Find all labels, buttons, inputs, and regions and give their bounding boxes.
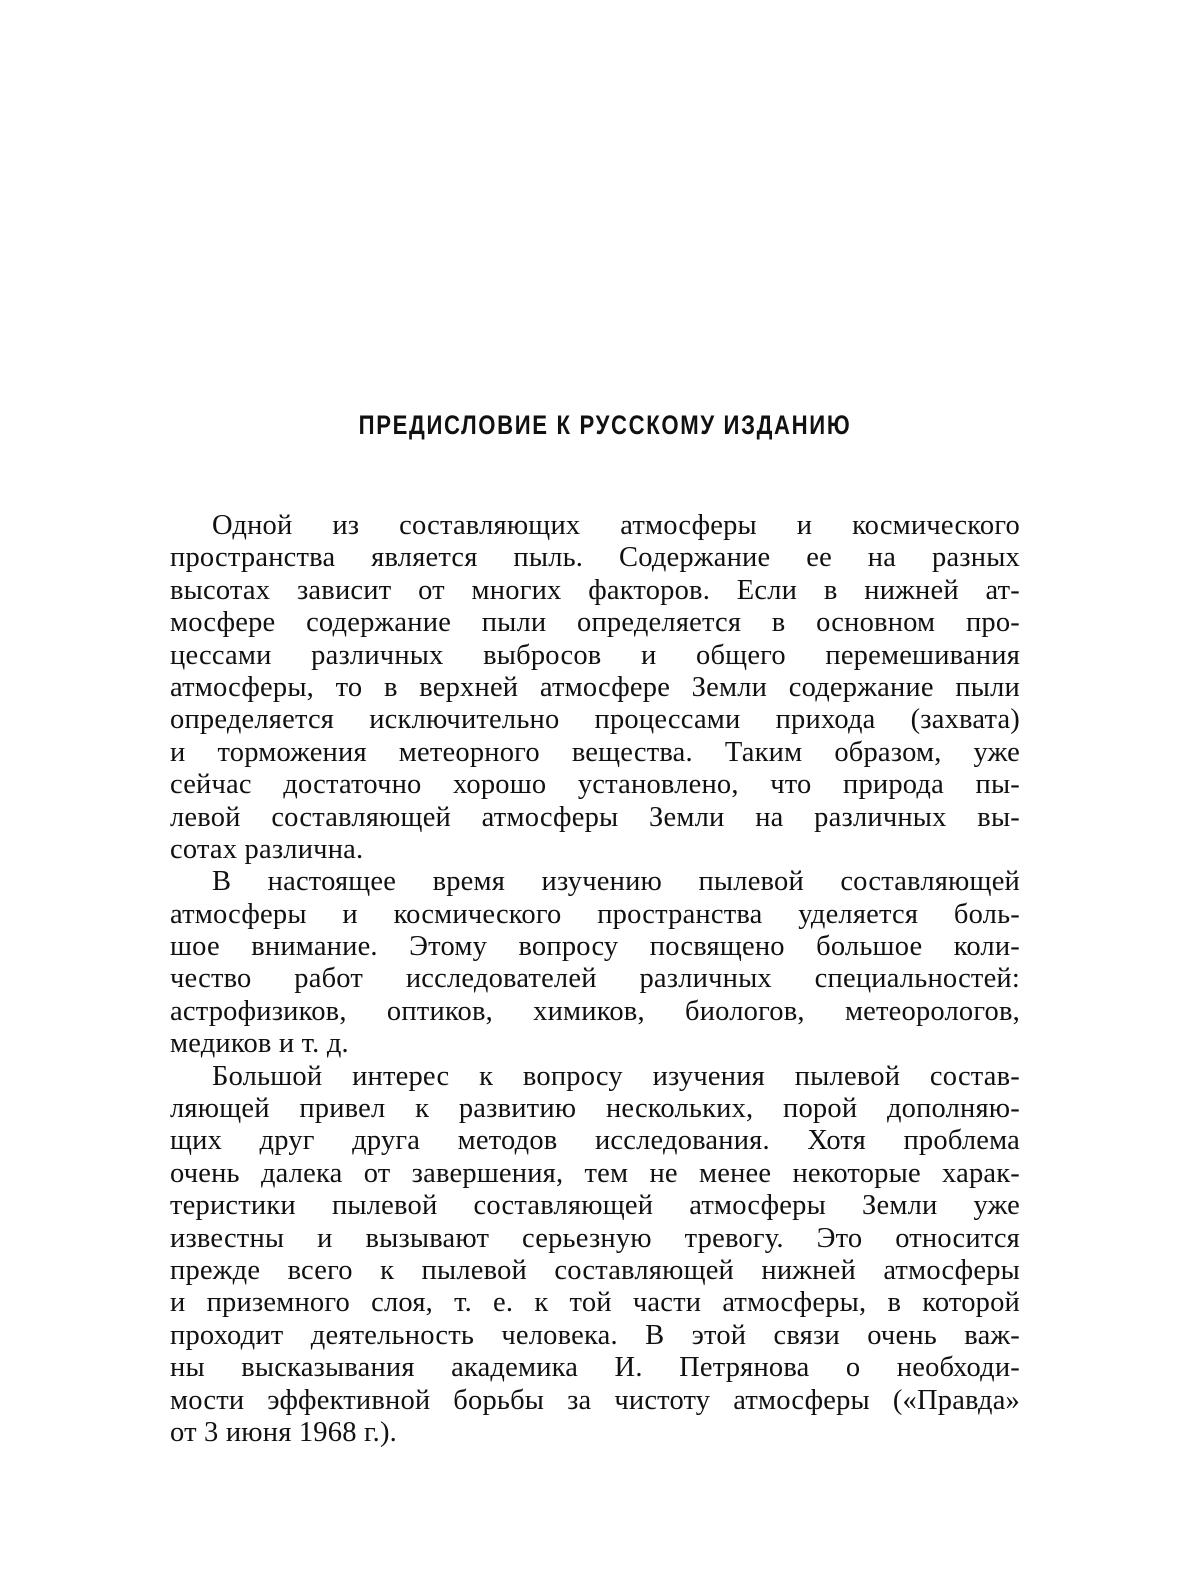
paragraph-3	[170, 1061, 1020, 1450]
text-line: цессами различных выбросов и общего перемешивания	[170, 639, 1020, 671]
text-line: мости эффективной борьбы за чистоту атмосферы («Правда»	[170, 1384, 1020, 1416]
text-line: медиков и т. д.	[170, 1028, 349, 1060]
paragraph-1	[170, 510, 1020, 866]
text-line: очень далека от завершения, тем не менее некоторые харак-	[170, 1157, 1020, 1189]
text-line: Одной из составляющих атмосферы и космического	[212, 510, 1020, 541]
text-line: левой составляющей атмосферы Земли на различных вы-	[170, 801, 1020, 833]
page-title: ПРЕДИСЛОВИЕ К РУССКОМУ ИЗДАНИЮ	[358, 410, 852, 440]
text-line: прежде всего к пылевой составляющей нижней атмосферы	[170, 1254, 1020, 1286]
text-line: и приземного слоя, т. е. к той части атмосферы, в которой	[170, 1287, 1020, 1319]
text-line: щих друг друга методов исследования. Хотя проблема	[170, 1125, 1020, 1157]
text-line: и торможения метеорного вещества. Таким образом, уже	[170, 736, 1020, 768]
text-line: известны и вызывают серьезную тревогу. Это относится	[170, 1222, 1020, 1254]
text-line: сейчас достаточно хорошо установлено, что природа пы-	[170, 769, 1020, 801]
text-line: атмосферы и космического пространства уделяется боль-	[170, 898, 1020, 930]
text-line: теристики пылевой составляющей атмосферы Земли уже	[170, 1190, 1020, 1222]
text-line: Большой интерес к вопросу изучения пылевой состав-	[212, 1060, 1020, 1092]
body-text	[170, 510, 1020, 1449]
text-line: пространства является пыль. Содержание ее на разных	[170, 542, 1020, 574]
text-line: проходит деятельность человека. В этой связи очень важ-	[170, 1319, 1020, 1351]
text-line: ны высказывания академика И. Петрянова о необходи-	[170, 1352, 1020, 1384]
text-line: от 3 июня 1968 г.).	[170, 1416, 397, 1448]
text-line: мосфере содержание пыли определяется в основном про-	[170, 607, 1020, 639]
text-line: определяется исключительно процессами прихода (захвата)	[170, 704, 1020, 736]
text-line: чество работ исследователей различных специальностей:	[170, 963, 1020, 995]
text-line: сотах различна.	[170, 833, 364, 865]
paragraph-2	[170, 866, 1020, 1060]
text-line: астрофизиков, оптиков, химиков, биологов, метеорологов,	[170, 995, 1020, 1027]
text-line: высотах зависит от многих факторов. Если в нижней ат-	[170, 574, 1020, 606]
text-line: В настоящее время изучению пылевой составляющей	[212, 866, 1020, 898]
text-line: ляющей привел к развитию нескольких, порой дополняю-	[170, 1093, 1020, 1125]
text-line: шое внимание. Этому вопросу посвящено большое коли-	[170, 931, 1020, 963]
text-line: атмосферы, то в верхней атмосфере Земли содержание пыли	[170, 671, 1020, 703]
